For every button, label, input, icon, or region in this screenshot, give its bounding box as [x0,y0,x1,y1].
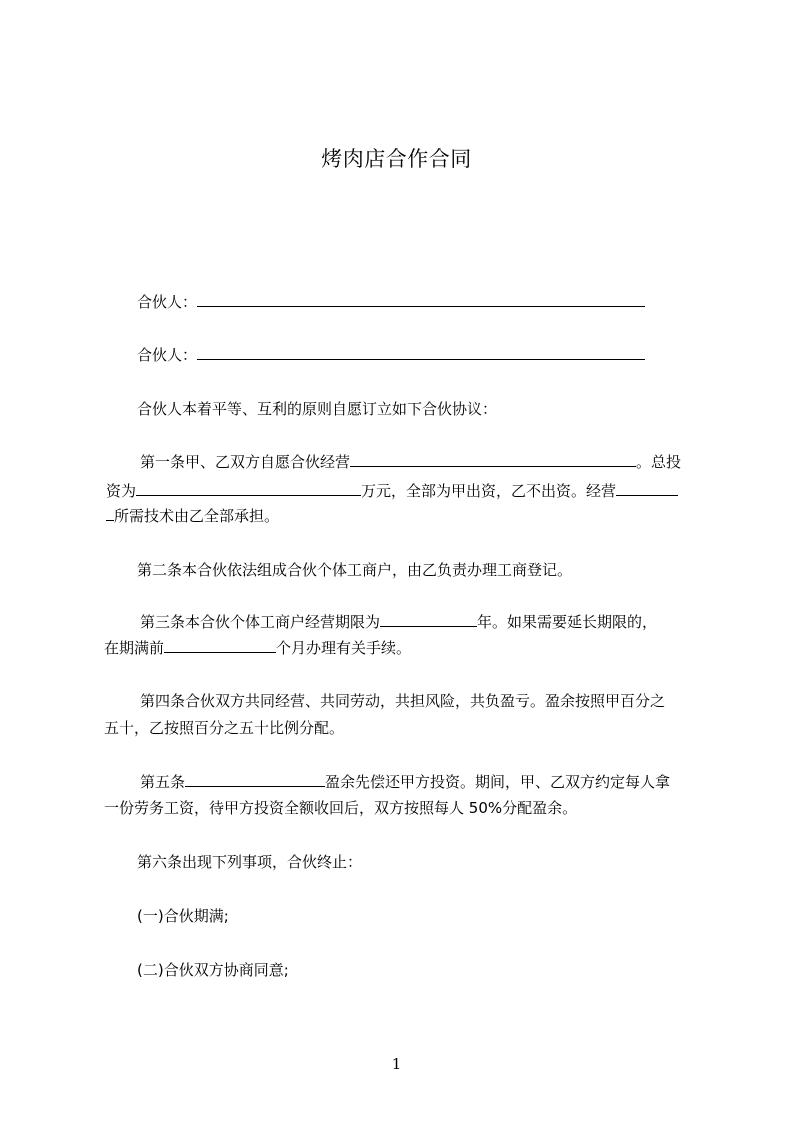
partner-line-2 [137,345,645,365]
article-3-text: 年。如果需要延长期限的， [477,613,658,631]
business-scope-blank [350,452,636,467]
article-3-line-1 [140,612,657,632]
article-1-text: 所需技术由乙全部承担。 [114,507,280,525]
termination-item-2: (二)合伙双方协商同意; [137,961,289,979]
article-5-line-1 [140,772,670,792]
partner-blank [197,292,645,307]
partner-blank [197,345,645,360]
article-4-line-2: 五十，乙按照百分之五十比例分配。 [104,719,345,737]
article-1-text: 第一条甲、乙双方自愿合伙经营 [140,453,351,471]
article-6: 第六条出现下列事项，合伙终止： [137,853,363,871]
article-5-text: 第五条 [140,773,186,791]
investment-amount-blank [136,481,361,496]
article-1-text: 万元，全部为甲出资，乙不出资。经营 [361,482,617,500]
page-number: 1 [391,1055,402,1073]
article-3-line-2 [104,638,411,658]
article-1-text: 资为 [106,482,137,500]
article-3-text: 在期满前 [104,639,165,657]
term-years-blank [380,612,477,627]
intro-paragraph: 合伙人本着平等、互利的原则自愿订立如下合伙协议： [137,400,498,418]
partner-label: 合伙人： [137,293,198,311]
article-3-text: 第三条本合伙个体工商户经营期限为 [140,613,381,631]
article-3-text: 个月办理有关手续。 [276,639,412,657]
termination-item-1: (一)合伙期满; [137,907,229,925]
article-5-text: 盈余先偿还甲方投资。期间，甲、乙双方约定每人拿 [325,773,671,791]
article-5-line-2: 一份劳务工资，待甲方投资全额收回后，双方按照每人 50%分配盈余。 [104,799,578,817]
article-4-line-1: 第四条合伙双方共同经营、共同劳动，共担风险，共负盈亏。盈余按照甲百分之 [140,692,666,710]
article-1-text: 。总投 [636,453,682,471]
business-blank [616,481,678,496]
article-1-line-3 [106,506,279,526]
article-5-blank [185,772,325,787]
article-1-line-2 [106,481,678,501]
article-2: 第二条本合伙依法组成合伙个体工商户，由乙负责办理工商登记。 [137,561,573,579]
business-blank-continued [106,506,114,521]
partner-line-1 [137,292,645,312]
months-blank [164,638,276,653]
document-title: 烤肉店合作合同 [321,147,472,171]
article-1-line-1 [140,452,681,472]
partner-label: 合伙人： [137,346,198,364]
